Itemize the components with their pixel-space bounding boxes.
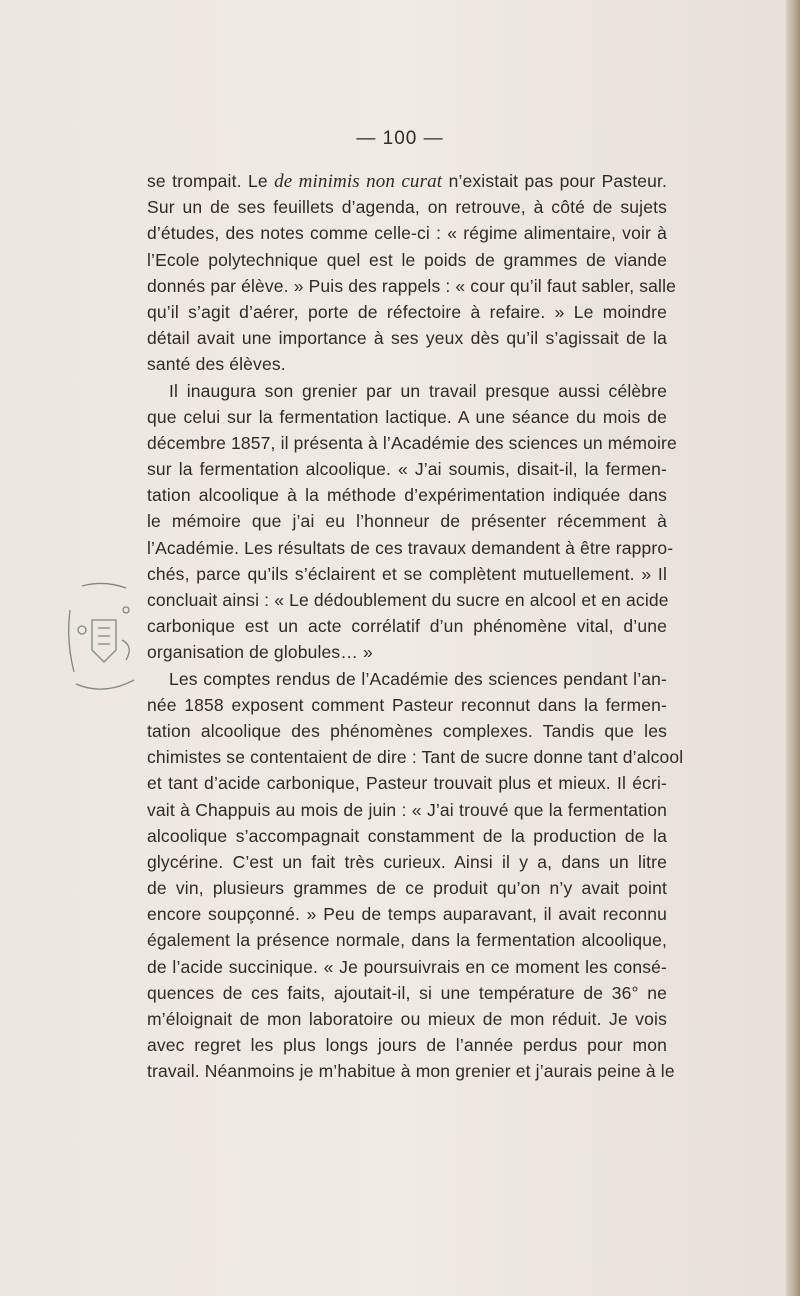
text-line: d’études, des notes comme celle-ci : « régime alimentaire, voir à (147, 223, 667, 244)
text-line: glycérine. C’est un fait très curieux. Ainsi il y a, dans un litre (147, 851, 667, 872)
text-line: vait à Chappuis au mois de juin : « J’ai trouvé que la fermentation (147, 799, 667, 820)
library-stamp (62, 580, 146, 700)
text-line: se trompait. Le de minimis non curat n’existait pas pour Pasteur. (147, 171, 668, 192)
body-text (147, 168, 684, 1085)
text-line: détail avait une importance à ses yeux dès qu’il s’agissait de la (147, 328, 667, 349)
text-line: encore soupçonné. » Peu de temps auparavant, il avait reconnu (147, 904, 667, 925)
text-line: chés, parce qu’ils s’éclairent et se complètent mutuellement. » Il (147, 563, 667, 584)
text-line: santé des élèves. (147, 354, 286, 375)
text-line: Il inaugura son grenier par un travail presque aussi célèbre (169, 380, 667, 401)
latin-phrase: de minimis non curat (274, 171, 443, 192)
text-line: l’Académie. Les résultats de ces travaux demandent à être rappro- (147, 537, 674, 558)
text-line: alcoolique s’accompagnait constamment de la production de la (147, 825, 667, 846)
page-number: — 100 — (356, 128, 444, 149)
text-line: m’éloignait de mon laboratoire ou mieux de mon réduit. Je vois (147, 1009, 667, 1029)
text-line: avec regret les plus longs jours de l’année perdus pour mon (147, 1035, 667, 1056)
text-line: travail. Néanmoins je m’habitue à mon grenier et j’aurais peine à le (147, 1061, 675, 1082)
text-line: tation alcoolique à la méthode d’expérimentation indiquée dans (147, 485, 667, 506)
text-line: tation alcoolique des phénomènes complexes. Tandis que les (147, 720, 667, 741)
text-line: Sur un de ses feuillets d’agenda, on retrouve, à côté de sujets (147, 197, 667, 218)
text-line: concluait ainsi : « Le dédoublement du sucre en alcool et en acide (147, 590, 669, 610)
text-line: Les comptes rendus de l’Académie des sciences pendant l’an- (169, 668, 667, 689)
text-line: qu’il s’agit d’aérer, porte de réfectoire à refaire. » Le moindre (147, 301, 667, 322)
text-line: organisation de globules… » (147, 642, 373, 663)
text-line: que celui sur la fermentation lactique. A une séance du mois de (147, 406, 667, 427)
text-line: l’Ecole polytechnique quel est le poids de grammes de viande (147, 249, 667, 270)
text-line: sur la fermentation alcoolique. « J’ai soumis, disait-il, la fermen- (147, 459, 667, 480)
text-line: et tant d’acide carbonique, Pasteur trouvait plus et mieux. Il écri- (147, 773, 667, 794)
text-line: carbonique est un acte corrélatif d’un phénomène vital, d’une (147, 616, 667, 637)
text-line: née 1858 exposent comment Pasteur reconnut dans la fermen- (147, 694, 667, 715)
text-line: décembre 1857, il présenta à l’Académie des sciences un mémoire (147, 432, 677, 453)
text-line: donnés par élève. » Puis des rappels : « cour qu’il faut sabler, salle (147, 275, 677, 296)
text-line: également la présence normale, dans la fermentation alcoolique, (147, 930, 667, 951)
text-line: chimistes se contentaient de dire : Tant de sucre donne tant d’alcool (147, 747, 684, 768)
page-edge (786, 0, 800, 1296)
text-line: de l’acide succinique. « Je poursuivrais en ce moment les consé- (147, 956, 667, 977)
text-line: le mémoire que j’ai eu l’honneur de présenter récemment à (147, 511, 667, 532)
text-line: de vin, plusieurs grammes de ce produit qu’on n’y avait point (147, 878, 667, 899)
text-line: quences de ces faits, ajoutait-il, si une température de 36° ne (147, 982, 667, 1003)
